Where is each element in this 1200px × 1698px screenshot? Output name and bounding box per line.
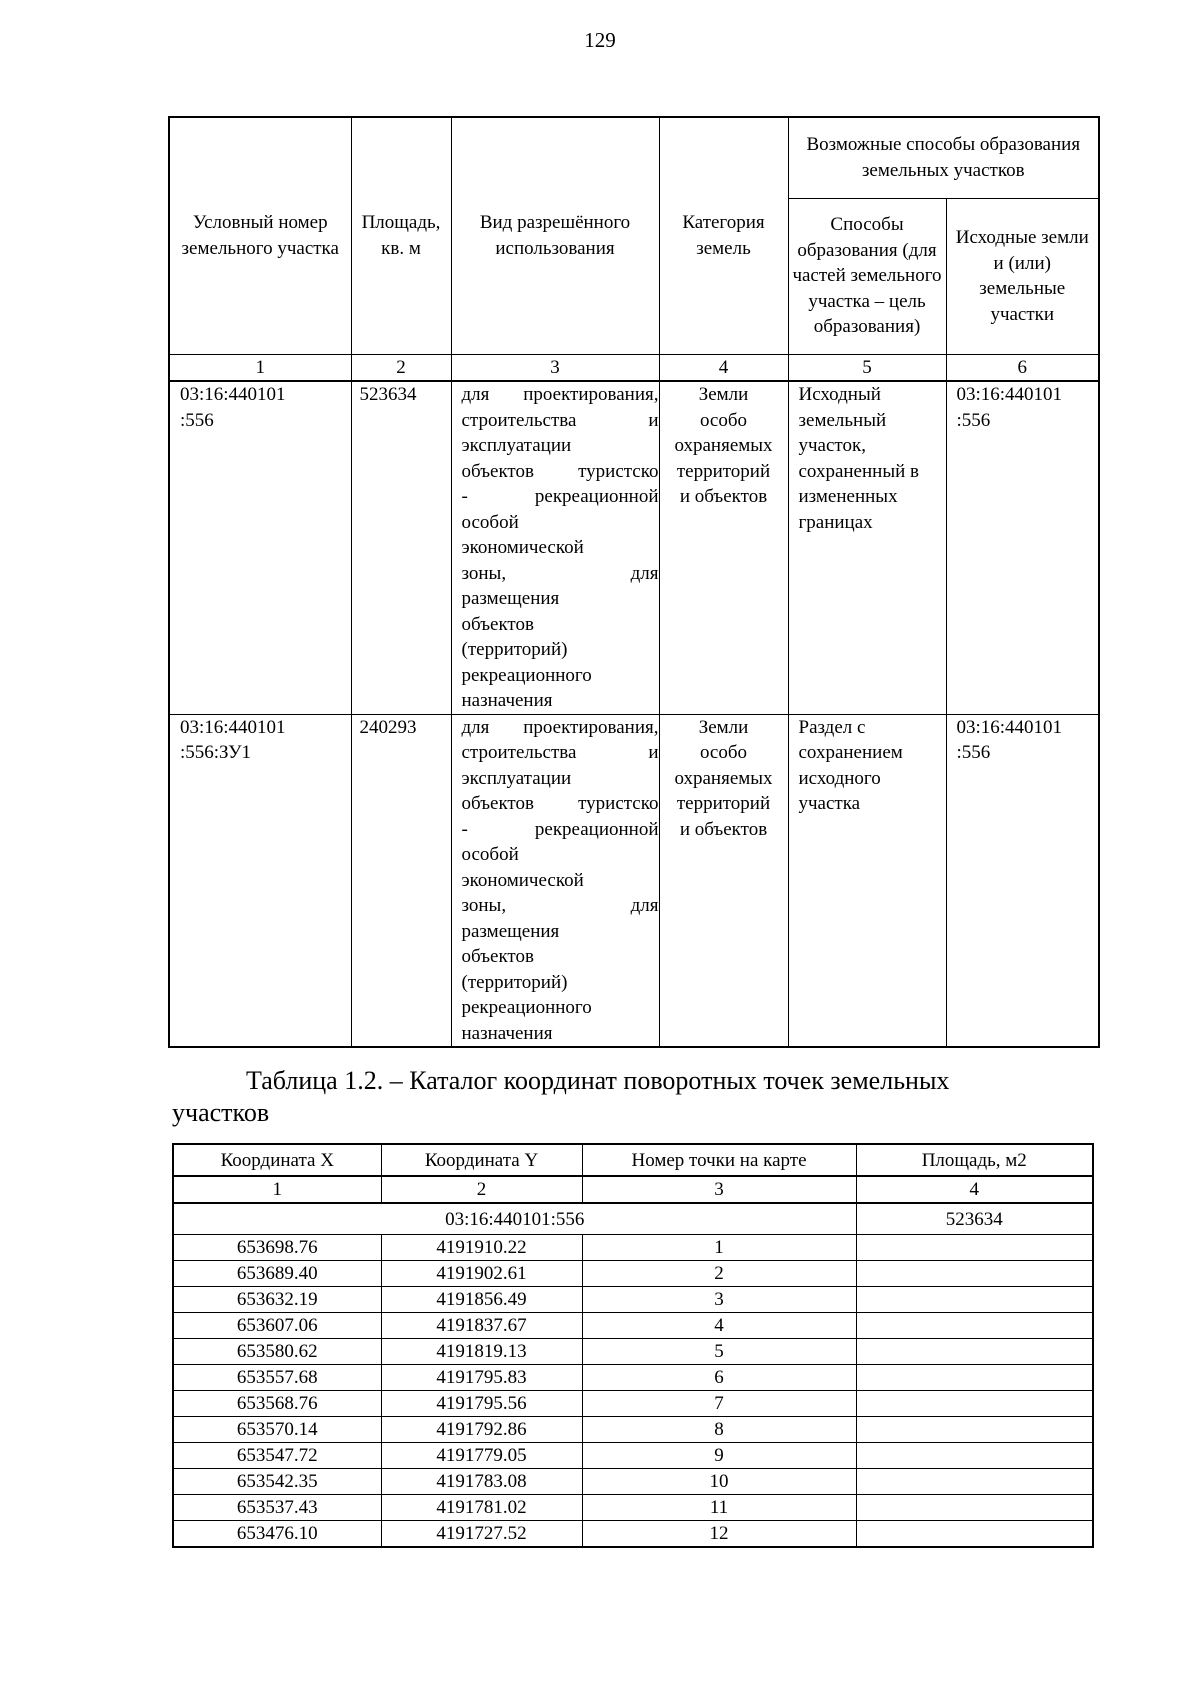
coord-y: 4191856.49: [381, 1287, 582, 1313]
page-number: 129: [584, 28, 616, 52]
coord-y: 4191910.22: [381, 1235, 582, 1261]
category-line: особо: [699, 742, 748, 763]
table-row: [173, 1339, 1093, 1365]
land-category-cell: [659, 714, 788, 1047]
column-numbers-row: [169, 354, 1099, 381]
use-line: для проектирования,: [461, 384, 659, 405]
table-row: [173, 1495, 1093, 1521]
use-line: строительства и: [461, 409, 659, 431]
coord-y: 4191727.52: [381, 1521, 582, 1548]
column-number: 3: [582, 1176, 856, 1203]
use-line: эксплуатации: [461, 435, 572, 456]
coord-y: 4191837.67: [381, 1313, 582, 1339]
coord-y: 4191779.05: [381, 1443, 582, 1469]
source-code-suffix: :556: [956, 742, 991, 763]
header-row: [173, 1144, 1093, 1176]
category-line: охраняемых: [674, 767, 773, 789]
header-category: Категория земель: [659, 117, 788, 354]
column-number: 3: [451, 354, 659, 381]
table-row: [173, 1235, 1093, 1261]
header-area: Площадь, кв. м: [351, 117, 451, 354]
use-line: рекреационного: [461, 997, 592, 1018]
method-line: сохраненный в: [798, 460, 919, 482]
use-line: объектов туристско: [461, 460, 659, 482]
use-line: экономической: [461, 537, 584, 558]
coord-y: 4191795.83: [381, 1365, 582, 1391]
parcel-code-suffix: :556: [180, 409, 214, 431]
source-code-suffix: :556: [956, 409, 991, 431]
header-methods-group: Возможные способы образования земельных участков: [788, 117, 1099, 198]
area-cell: 523634: [351, 381, 451, 714]
table-row: [173, 1313, 1093, 1339]
table-row: [173, 1287, 1093, 1313]
land-category-cell: [659, 381, 788, 714]
coord-x: 653689.40: [173, 1261, 381, 1287]
use-line: размещения: [461, 920, 560, 942]
method-line: границах: [798, 511, 873, 533]
category-line: и объектов: [679, 486, 768, 507]
point-number: 8: [582, 1417, 856, 1443]
method-line: сохранением: [798, 742, 903, 763]
coord-x: 653607.06: [173, 1313, 381, 1339]
parcel-number: 03:16:440101:556: [173, 1203, 856, 1235]
column-number: 1: [173, 1176, 381, 1203]
header-use: Вид разрешённого использования: [451, 117, 659, 354]
coord-y: 4191781.02: [381, 1495, 582, 1521]
use-line: (территорий): [461, 639, 568, 660]
use-line: объектов туристско: [461, 793, 659, 814]
use-line: размещения: [461, 588, 560, 609]
table-row: [173, 1261, 1093, 1287]
coord-x: 653632.19: [173, 1287, 381, 1313]
area-empty: [856, 1287, 1093, 1313]
parcel-code-cell: [169, 381, 351, 714]
parcel-row: [173, 1203, 1093, 1235]
coordinates-table: [172, 1143, 1094, 1548]
land-parcels-table: [168, 116, 1100, 1048]
source-parcel-cell: [946, 381, 1099, 714]
category-line: особо: [699, 409, 748, 431]
method-line: измененных: [798, 486, 898, 507]
area-empty: [856, 1235, 1093, 1261]
column-number: 4: [856, 1176, 1093, 1203]
table-row: [173, 1391, 1093, 1417]
use-line: особой: [461, 511, 519, 533]
coord-x: 653537.43: [173, 1495, 381, 1521]
coord-x: 653580.62: [173, 1339, 381, 1365]
method-line: земельный: [798, 409, 887, 431]
category-line: территорий: [676, 460, 771, 482]
parcel-code-suffix: :556:ЗУ1: [180, 742, 252, 763]
point-number: 5: [582, 1339, 856, 1365]
caption-line: Таблица 1.2. – Каталог координат поворотных точек земельных: [246, 1066, 950, 1095]
use-line: рекреационного: [461, 664, 592, 686]
column-number: 4: [659, 354, 788, 381]
point-number: 10: [582, 1469, 856, 1495]
point-number: 3: [582, 1287, 856, 1313]
use-line: - рекреационной: [461, 486, 659, 507]
table-row: [173, 1365, 1093, 1391]
use-line: эксплуатации: [461, 767, 572, 789]
header-x: Координата X: [173, 1144, 381, 1176]
use-line: назначения: [461, 1022, 553, 1044]
use-line: строительства и: [461, 742, 659, 763]
header-code: Условный номер земельного участка: [169, 117, 351, 354]
formation-method-cell: [788, 381, 946, 714]
coord-y: 4191783.08: [381, 1469, 582, 1495]
table-row: [169, 714, 1099, 1047]
method-line: исходного: [798, 767, 881, 789]
area-empty: [856, 1521, 1093, 1548]
table-row: [173, 1417, 1093, 1443]
coord-x: 653570.14: [173, 1417, 381, 1443]
coord-x: 653557.68: [173, 1365, 381, 1391]
use-line: - рекреационной: [461, 818, 659, 840]
parcel-area: 523634: [856, 1203, 1093, 1235]
coord-y: 4191795.56: [381, 1391, 582, 1417]
column-number: 5: [788, 354, 946, 381]
caption-line: участков: [172, 1098, 270, 1127]
coord-x: 653568.76: [173, 1391, 381, 1417]
parcel-code: 03:16:440101: [180, 716, 286, 738]
column-number: 2: [351, 354, 451, 381]
coord-y: 4191792.86: [381, 1417, 582, 1443]
method-line: участок,: [798, 435, 866, 456]
area-cell: 240293: [351, 714, 451, 1047]
parcel-code: 03:16:440101: [180, 384, 286, 405]
use-line: назначения: [461, 690, 553, 711]
point-number: 11: [582, 1495, 856, 1521]
point-number: 9: [582, 1443, 856, 1469]
area-empty: [856, 1339, 1093, 1365]
point-number: 6: [582, 1365, 856, 1391]
category-line: территорий: [676, 793, 771, 814]
method-line: Исходный: [798, 384, 881, 405]
header-y: Координата Y: [381, 1144, 582, 1176]
table-caption: [172, 1065, 1102, 1129]
use-line: для проектирования,: [461, 716, 659, 738]
use-line: зоны, для: [461, 562, 659, 584]
use-line: зоны, для: [461, 895, 659, 916]
source-code: 03:16:440101: [956, 384, 1063, 405]
use-line: экономической: [461, 869, 584, 891]
area-empty: [856, 1469, 1093, 1495]
source-code: 03:16:440101: [956, 716, 1063, 738]
column-number: 1: [169, 354, 351, 381]
point-number: 12: [582, 1521, 856, 1548]
area-empty: [856, 1261, 1093, 1287]
point-number: 4: [582, 1313, 856, 1339]
coord-x: 653698.76: [173, 1235, 381, 1261]
table-row: [173, 1443, 1093, 1469]
permitted-use-cell: [451, 381, 659, 714]
coord-x: 653547.72: [173, 1443, 381, 1469]
area-empty: [856, 1313, 1093, 1339]
use-line: (территорий): [461, 971, 568, 993]
column-number: 6: [946, 354, 1099, 381]
coord-y: 4191902.61: [381, 1261, 582, 1287]
formation-method-cell: [788, 714, 946, 1047]
method-line: Раздел с: [798, 716, 866, 738]
area-empty: [856, 1365, 1093, 1391]
source-parcel-cell: [946, 714, 1099, 1047]
use-line: особой: [461, 844, 519, 865]
category-line: Земли: [698, 716, 749, 738]
coord-y: 4191819.13: [381, 1339, 582, 1365]
permitted-use-cell: [451, 714, 659, 1047]
table-row: [169, 381, 1099, 714]
header-method: Способы образования (для частей земельного участка – цель образования): [788, 198, 946, 354]
header-point-number: Номер точки на карте: [582, 1144, 856, 1176]
parcel-code-cell: [169, 714, 351, 1047]
coord-x: 653476.10: [173, 1521, 381, 1548]
header-area: Площадь, м2: [856, 1144, 1093, 1176]
category-line: охраняемых: [674, 435, 773, 456]
point-number: 7: [582, 1391, 856, 1417]
area-empty: [856, 1391, 1093, 1417]
point-number: 2: [582, 1261, 856, 1287]
use-line: объектов: [461, 613, 534, 635]
area-empty: [856, 1417, 1093, 1443]
method-line: участка: [798, 793, 861, 814]
category-line: Земли: [698, 384, 749, 405]
use-line: объектов: [461, 946, 534, 967]
column-numbers-row: [173, 1176, 1093, 1203]
point-number: 1: [582, 1235, 856, 1261]
header-source: Исходные земли и (или) земельные участки: [946, 198, 1099, 354]
table-row: [173, 1521, 1093, 1548]
category-line: и объектов: [679, 818, 768, 840]
area-empty: [856, 1443, 1093, 1469]
coord-x: 653542.35: [173, 1469, 381, 1495]
area-empty: [856, 1495, 1093, 1521]
column-number: 2: [381, 1176, 582, 1203]
table-row: [173, 1469, 1093, 1495]
